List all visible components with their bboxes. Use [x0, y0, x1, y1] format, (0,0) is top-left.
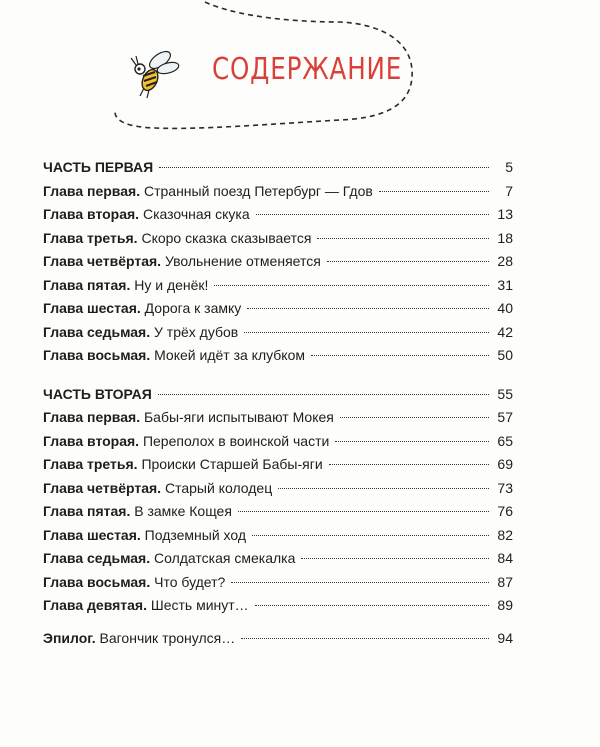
toc-epilogue[interactable]: [43, 627, 513, 651]
toc-entry[interactable]: [43, 250, 513, 274]
chapter-title: Старый колодец: [164, 479, 273, 496]
toc-entry[interactable]: [43, 524, 513, 548]
epilogue-label: Эпилог.: [43, 629, 96, 646]
chapter-label: Глава четвёртая.: [43, 253, 162, 269]
page-number: 31: [497, 276, 513, 293]
chapter-title: Происки Старшей Бабы-яги: [141, 456, 323, 472]
chapter-label: Глава шестая.: [43, 300, 141, 316]
chapter-title: Дорога к замку: [144, 300, 242, 316]
page-number: 76: [497, 503, 513, 519]
dot-leader: [255, 605, 489, 606]
toc-entry[interactable]: [43, 344, 513, 368]
dot-leader: [256, 214, 489, 215]
chapter-title: Подземный ход: [144, 526, 247, 543]
chapter-title: В замке Кощея: [134, 503, 232, 519]
toc-entry[interactable]: [43, 180, 513, 204]
page-number: 7: [505, 182, 513, 199]
toc-part-1[interactable]: [43, 156, 513, 180]
chapter-label: Глава пятая.: [43, 503, 131, 519]
page-number: 42: [497, 323, 513, 340]
chapter-label: Глава вторая.: [43, 206, 140, 222]
section-spacer: [43, 368, 513, 383]
chapter-label: Глава седьмая.: [43, 323, 151, 340]
page-number: 84: [497, 550, 513, 566]
bee-icon: [131, 48, 180, 98]
dot-leader: [231, 582, 489, 583]
page-number: 57: [497, 409, 513, 425]
toc-entry[interactable]: [43, 227, 513, 251]
dot-leader: [238, 511, 489, 512]
dot-leader: [252, 535, 489, 536]
page-number: 89: [497, 597, 513, 613]
dot-leader: [247, 308, 489, 309]
chapter-label: Глава девятая.: [43, 597, 147, 613]
dot-leader: [379, 191, 489, 192]
dot-leader: [158, 394, 489, 395]
dot-leader: [329, 464, 489, 465]
dot-leader: [159, 167, 489, 168]
chapter-title: Странный поезд Петербург — Гдов: [143, 182, 373, 199]
dot-leader: [340, 417, 489, 418]
section-spacer: [43, 618, 513, 627]
dot-leader: [335, 441, 489, 442]
table-of-contents: [43, 156, 513, 650]
page-number: 69: [497, 456, 513, 472]
chapter-title: Бабы-яги испытывают Мокея: [143, 409, 334, 425]
page-number: 18: [497, 229, 513, 246]
toc-entry[interactable]: [43, 203, 513, 227]
part-label: ЧАСТЬ ПЕРВАЯ: [43, 159, 154, 175]
dot-leader: [311, 355, 489, 356]
toc-entry[interactable]: [43, 571, 513, 595]
dot-leader: [278, 488, 489, 489]
dot-leader: [241, 638, 489, 639]
toc-entry[interactable]: [43, 297, 513, 321]
page-number: 5: [505, 159, 513, 175]
chapter-title: Скоро сказка сказывается: [141, 229, 312, 246]
part-label: ЧАСТЬ ВТОРАЯ: [43, 385, 152, 402]
dot-leader: [317, 238, 489, 239]
chapter-title: Переполох в воинской части: [142, 432, 330, 449]
chapter-title: Мокей идёт за клубком: [154, 347, 305, 363]
chapter-title: Сказочная скука: [142, 206, 250, 222]
chapter-title: Солдатская смекалка: [154, 550, 296, 566]
page-number: 73: [497, 479, 513, 496]
chapter-label: Глава первая.: [43, 182, 141, 199]
chapter-label: Глава четвёртая.: [43, 479, 162, 496]
toc-entry[interactable]: [43, 406, 513, 430]
chapter-title: Увольнение отменяется: [164, 253, 321, 269]
toc-entry[interactable]: [43, 321, 513, 345]
page-number: 50: [497, 347, 513, 363]
chapter-label: Глава шестая.: [43, 526, 141, 543]
dot-leader: [301, 558, 489, 559]
toc-entry[interactable]: [43, 477, 513, 501]
chapter-label: Глава седьмая.: [43, 550, 151, 566]
chapter-title: Шесть минут…: [150, 597, 249, 613]
chapter-label: Глава пятая.: [43, 276, 131, 293]
chapter-title: У трёх дубов: [154, 323, 239, 340]
chapter-label: Глава первая.: [43, 409, 141, 425]
chapter-label: Глава восьмая.: [43, 573, 151, 590]
page-number: 28: [497, 253, 513, 269]
page-number: 82: [497, 526, 513, 543]
dot-leader: [244, 332, 489, 333]
chapter-label: Глава восьмая.: [43, 347, 151, 363]
page-title: СОДЕРЖАНИЕ: [212, 52, 403, 87]
dot-leader: [214, 285, 489, 286]
chapter-label: Глава третья.: [43, 456, 138, 472]
chapter-label: Глава третья.: [43, 229, 138, 246]
epilogue-title: Вагончик тронулся…: [99, 629, 236, 646]
chapter-label: Глава вторая.: [43, 432, 140, 449]
page-number: 40: [497, 300, 513, 316]
chapter-title: Ну и денёк!: [134, 276, 209, 293]
toc-part-2[interactable]: [43, 383, 513, 407]
page-number: 55: [497, 385, 513, 402]
page-number: 87: [497, 573, 513, 590]
dot-leader: [327, 261, 489, 262]
toc-entry[interactable]: [43, 500, 513, 524]
toc-entry[interactable]: [43, 594, 513, 618]
chapter-title: Что будет?: [154, 573, 226, 590]
page-number: 13: [497, 206, 513, 222]
page-number: 94: [497, 629, 513, 646]
toc-entry[interactable]: [43, 547, 513, 571]
toc-entry[interactable]: [43, 453, 513, 477]
page-number: 65: [497, 432, 513, 449]
toc-entry[interactable]: [43, 274, 513, 298]
toc-entry[interactable]: [43, 430, 513, 454]
